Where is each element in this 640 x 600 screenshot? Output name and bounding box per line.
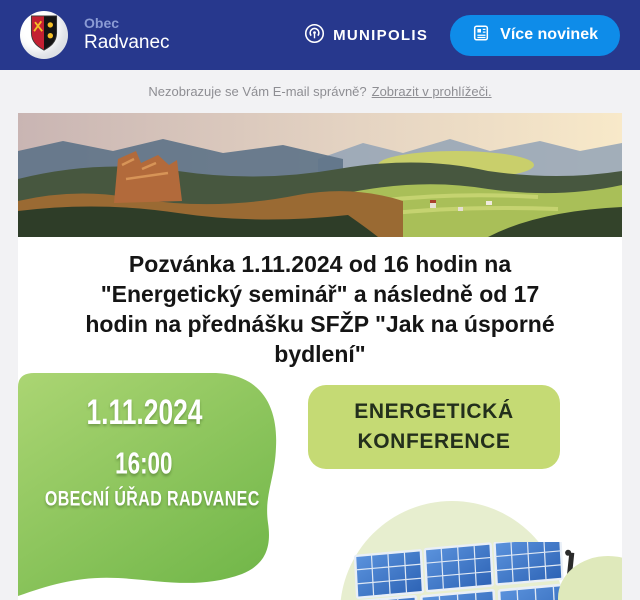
more-news-button[interactable] — [450, 15, 620, 56]
brand-label: MUNIPOLIS — [333, 26, 429, 44]
munipolis-brand — [304, 23, 428, 48]
event-place: OBECNÍ ÚŘAD RADVANEC — [44, 487, 260, 511]
municipality-logo — [20, 11, 68, 59]
landscape-photo — [18, 113, 622, 237]
email-title — [18, 237, 622, 373]
view-in-browser-question: Nezobrazuje se Vám E-mail správně? — [148, 84, 367, 99]
badge-line: ENERGETICKÁ — [354, 400, 514, 424]
event-flyer — [18, 373, 622, 600]
newspaper-icon — [472, 24, 490, 47]
org-type-label: Obec — [84, 15, 120, 32]
solar-panels-illustration — [346, 542, 590, 600]
coat-of-arms-icon — [26, 13, 62, 58]
event-badge — [308, 385, 560, 469]
email-card — [18, 113, 622, 600]
broadcast-icon — [304, 23, 325, 48]
title-line: "Energetický seminář" a následně od 17 — [100, 281, 540, 307]
title-line: Pozvánka 1.11.2024 od 16 hodin na — [128, 251, 512, 277]
app-header — [0, 0, 640, 70]
organization-name-block — [84, 15, 170, 55]
event-time: 16:00 — [115, 446, 173, 481]
org-name: Radvanec — [84, 32, 170, 53]
view-in-browser-link[interactable]: Zobrazit v prohlížeči. — [371, 84, 492, 99]
title-line: bydlení" — [274, 341, 366, 367]
more-news-label: Více novinek — [500, 26, 598, 43]
event-date: 1.11.2024 — [86, 391, 202, 432]
title-line: hodin na přednášku SFŽP "Jak na úsporné — [85, 311, 555, 337]
badge-line: KONFERENCE — [357, 430, 511, 453]
view-in-browser-bar — [0, 70, 640, 113]
